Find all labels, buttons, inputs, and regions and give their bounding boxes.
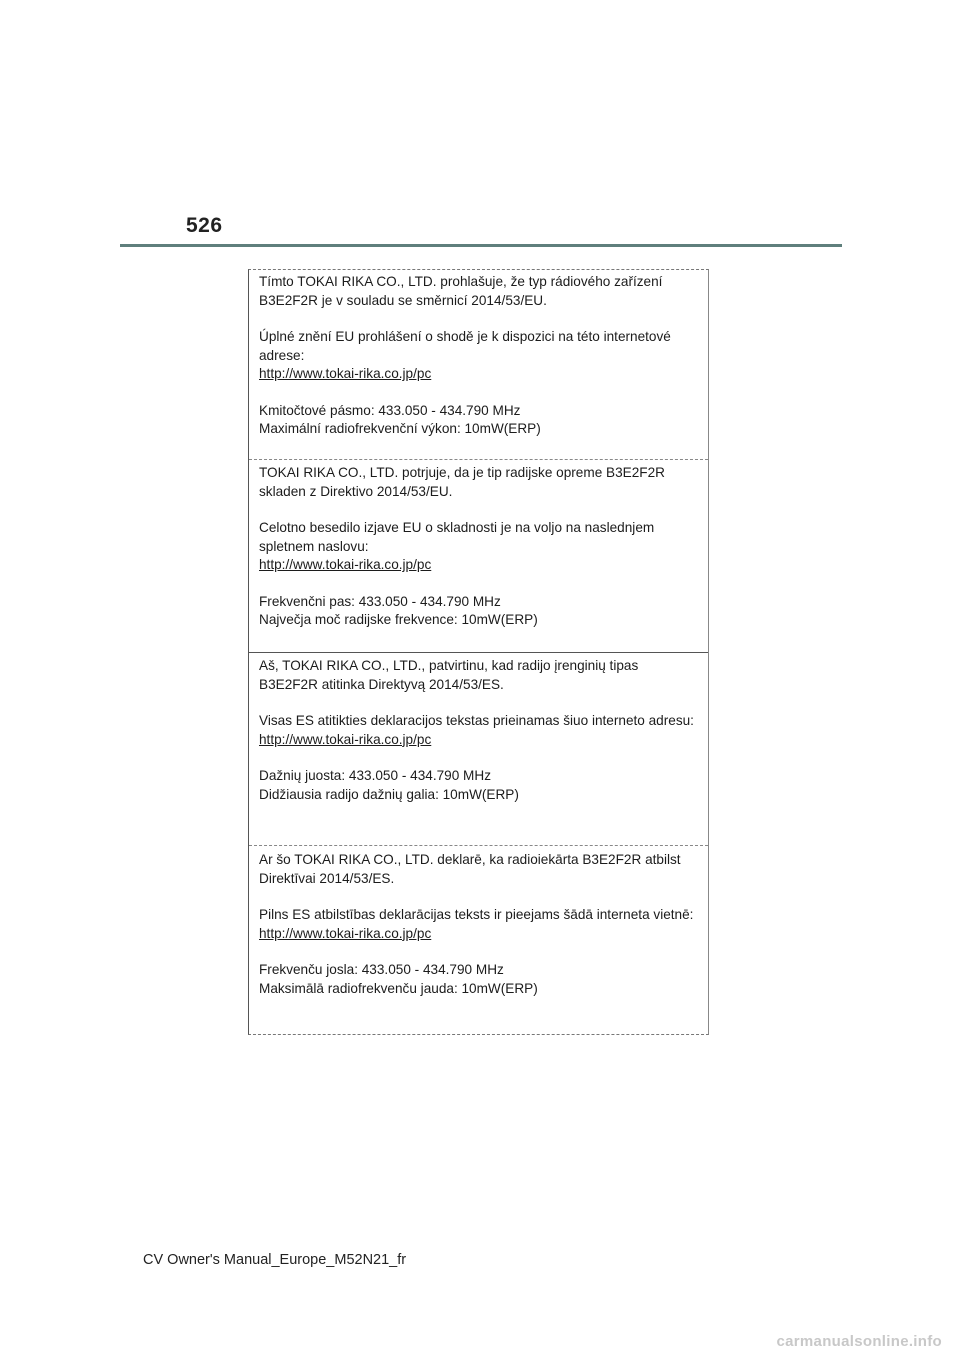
declaration-statement: Ar šo TOKAI RIKA CO., LTD. deklarē, ka radioiekārta B3E2F2R atbilst Direktīvai 2014/53/ES. xyxy=(259,852,681,886)
frequency-band: Kmitočtové pásmo: 433.050 - 434.790 MHz xyxy=(259,402,521,418)
declaration-availability: Pilns ES atbilstības deklarācijas teksts ir pieejams šādā interneta vietnē: xyxy=(259,907,694,922)
declaration-link[interactable]: http://www.tokai-rika.co.jp/pc xyxy=(259,366,432,381)
declaration-link[interactable]: http://www.tokai-rika.co.jp/pc xyxy=(259,731,432,747)
declaration-section-latvian xyxy=(249,845,708,1036)
declaration-availability: Úplné znění EU prohlášení o shodě je k dispozici na této internetové adrese: xyxy=(259,329,671,363)
max-power: Didžiausia radijo dažnių galia: 10mW(ERP) xyxy=(259,786,519,802)
frequency-band: Dažnių juosta: 433.050 - 434.790 MHz xyxy=(259,768,491,783)
watermark: carmanualsonline.info xyxy=(776,1333,942,1350)
frequency-band: Frekvenču josla: 433.050 - 434.790 MHz xyxy=(259,962,504,977)
max-power: Največja moč radijske frekvence: 10mW(ERP) xyxy=(259,612,538,627)
declaration-statement: TOKAI RIKA CO., LTD. potrjuje, da je tip radijske opreme B3E2F2R skladen z Direktivo 2014/53/EU. xyxy=(259,465,665,499)
declaration-availability: Celotno besedilo izjave EU o skladnosti je na voljo na naslednjem spletnem naslovu: xyxy=(259,520,655,554)
page-number: 526 xyxy=(186,214,223,237)
max-power: Maximální radiofrekvenční výkon: 10mW(ERP) xyxy=(259,421,541,436)
declaration-link[interactable]: http://www.tokai-rika.co.jp/pc xyxy=(259,557,432,572)
header-rule xyxy=(120,244,842,247)
declaration-statement: Aš, TOKAI RIKA CO., LTD., patvirtinu, kad radijo įrenginių tipas B3E2F2R atitinka Direktyvą 2014/53/ES. xyxy=(259,658,639,692)
max-power: Maksimālā radiofrekvenču jauda: 10mW(ERP) xyxy=(259,980,538,996)
declaration-box xyxy=(248,269,709,1035)
footer-manual-id: CV Owner's Manual_Europe_M52N21_fr xyxy=(143,1252,407,1268)
declaration-section-czech xyxy=(249,270,708,459)
declaration-availability: Visas ES atitikties deklaracijos tekstas prieinamas šiuo interneto adresu: xyxy=(259,713,694,728)
declaration-section-slovenian xyxy=(249,459,708,652)
declaration-link[interactable]: http://www.tokai-rika.co.jp/pc xyxy=(259,925,432,941)
frequency-band: Frekvenčni pas: 433.050 - 434.790 MHz xyxy=(259,593,501,609)
declaration-statement: Tímto TOKAI RIKA CO., LTD. prohlašuje, že typ rádiového zařízení B3E2F2R je v souladu se směrnicí 2014/53/EU. xyxy=(259,274,663,308)
declaration-section-lithuanian xyxy=(249,652,708,845)
